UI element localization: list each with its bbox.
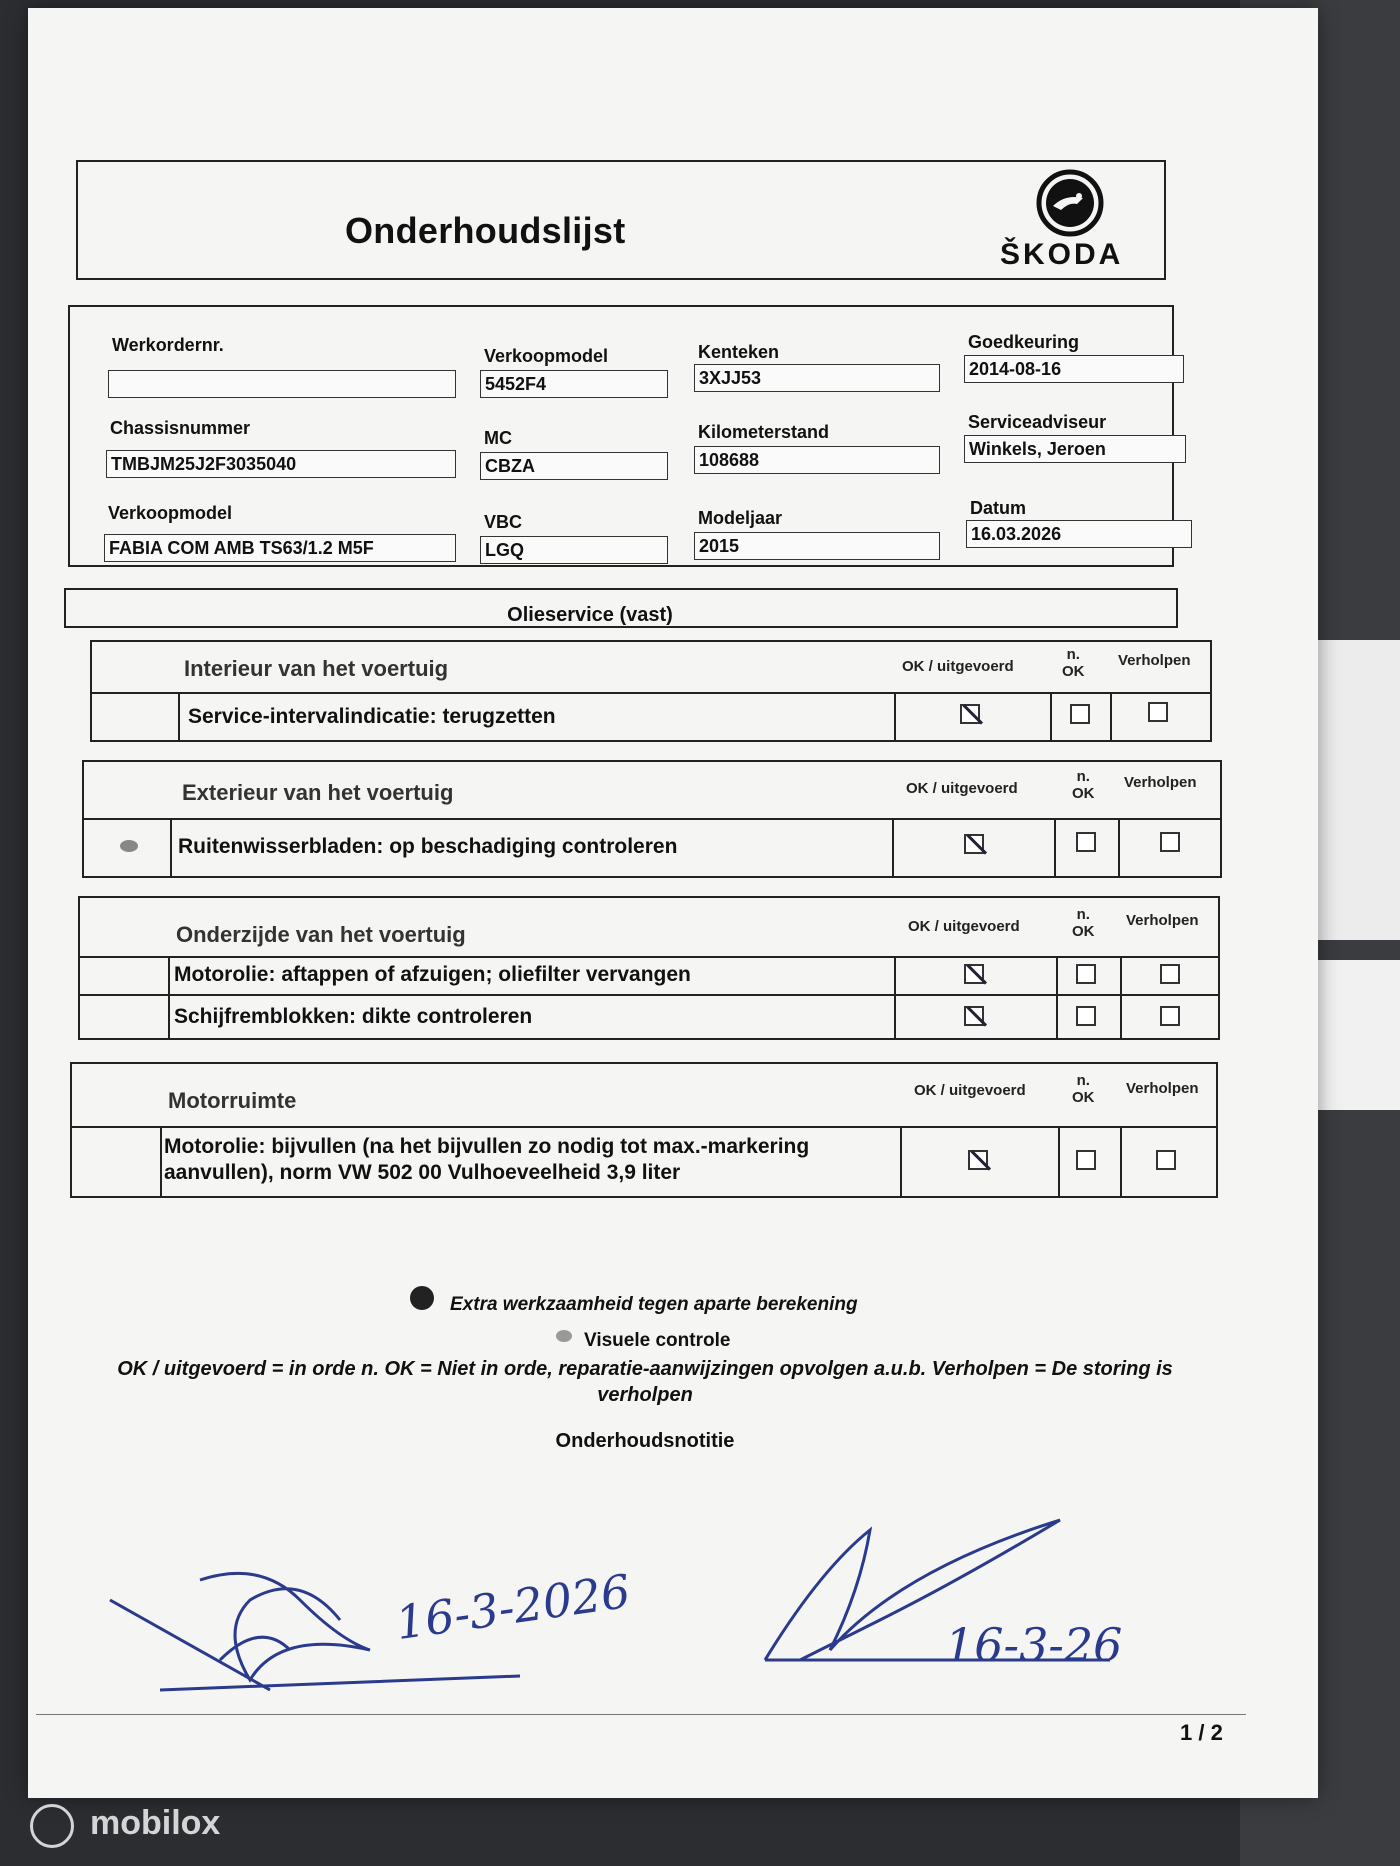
col-ok-label: OK / uitgevoerd [908, 918, 1020, 935]
werkordernr-field [108, 370, 456, 398]
row-text: Service-intervalindicatie: terugzetten [188, 705, 556, 728]
col-nok-label: n. OK [1072, 906, 1095, 940]
kenteken-field: 3XJJ53 [694, 364, 940, 392]
section-title-motorruimte: Motorruimte [168, 1088, 297, 1113]
verholpen-checkbox[interactable] [1160, 1006, 1180, 1026]
serviceadviseur-field: Winkels, Jeroen [964, 435, 1186, 463]
maintenance-note-title: Onderhoudsnotitie [555, 1430, 735, 1452]
nok-checkbox[interactable] [1076, 1006, 1096, 1026]
col-verholpen-label: Verholpen [1124, 774, 1197, 791]
col-nok-label: n. OK [1062, 646, 1085, 680]
col-nok-label: n. OK [1072, 1072, 1095, 1106]
nok-checkbox[interactable] [1076, 832, 1096, 852]
datum-field: 16.03.2026 [966, 520, 1192, 548]
watermark-text: mobilox [90, 1804, 221, 1842]
legend-visual: Visuele controle [584, 1330, 731, 1351]
verkoopmodel-code-field: 5452F4 [480, 370, 668, 398]
page-number: 1 / 2 [1180, 1720, 1223, 1745]
service-title: Olieservice (vast) [507, 604, 673, 626]
verholpen-checkbox[interactable] [1156, 1150, 1176, 1170]
row-text: Schijfremblokken: dikte controleren [174, 1005, 533, 1028]
chassisnummer-field: TMBJM25J2F3035040 [106, 450, 456, 478]
brand-wordmark: ŠKODA [1000, 238, 1124, 271]
nok-checkbox[interactable] [1070, 704, 1090, 724]
table-row [72, 1126, 1216, 1196]
signature-date-right: 16-3-26 [945, 1618, 1123, 1672]
extra-work-dot-icon [410, 1286, 434, 1310]
section-title-interieur: Interieur van het voertuig [184, 656, 449, 681]
ok-checkbox[interactable] [968, 1150, 988, 1170]
col-verholpen-label: Verholpen [1126, 1080, 1199, 1097]
kilometerstand-field: 108688 [694, 446, 940, 474]
section-title-onderzijde: Onderzijde van het voertuig [176, 922, 466, 947]
col-verholpen-label: Verholpen [1118, 652, 1191, 669]
verholpen-checkbox[interactable] [1148, 702, 1168, 722]
col-ok-label: OK / uitgevoerd [902, 658, 1014, 675]
verkoopmodel-label: Verkoopmodel [108, 503, 233, 523]
modeljaar-field: 2015 [694, 532, 940, 560]
col-verholpen-label: Verholpen [1126, 912, 1199, 929]
visual-check-icon [120, 840, 138, 852]
visual-check-legend-icon [556, 1330, 572, 1342]
signature-date-left: 16-3-2026 [392, 1563, 634, 1651]
col-ok-label: OK / uitgevoerd [914, 1082, 1026, 1099]
section-title-exterieur: Exterieur van het voertuig [182, 780, 454, 805]
col-ok-label: OK / uitgevoerd [906, 780, 1018, 797]
skoda-logo-icon [1035, 168, 1105, 238]
goedkeuring-label: Goedkeuring [968, 332, 1080, 352]
mc-label: MC [484, 428, 512, 448]
vbc-field: LGQ [480, 536, 668, 564]
ok-checkbox[interactable] [964, 964, 984, 984]
chassisnummer-label: Chassisnummer [110, 418, 251, 438]
mc-field: CBZA [480, 452, 668, 480]
section-exterieur [82, 760, 1222, 878]
footer-divider [36, 1714, 1246, 1715]
legend-explanation: OK / uitgevoerd = in orde n. OK = Niet in orde, reparatie-aanwijzingen opvolgen a.u.b. Verholpen = De storing is verholpen [117, 1358, 1173, 1406]
kilometerstand-label: Kilometerstand [698, 422, 830, 442]
watermark-logo-icon [30, 1804, 74, 1848]
section-motorruimte [70, 1062, 1218, 1198]
background-card-2 [1310, 960, 1400, 1110]
legend-extra: Extra werkzaamheid tegen aparte berekening [450, 1294, 858, 1315]
section-onderzijde [78, 896, 1220, 1040]
werkordernr-label: Werkordernr. [112, 335, 224, 355]
datum-label: Datum [970, 498, 1027, 518]
vbc-label: VBC [484, 512, 523, 532]
ok-checkbox[interactable] [960, 704, 980, 724]
table-row [80, 956, 1218, 994]
verkoopmodel-field: FABIA COM AMB TS63/1.2 M5F [104, 534, 456, 562]
verholpen-checkbox[interactable] [1160, 964, 1180, 984]
col-nok-label: n. OK [1072, 768, 1095, 802]
row-text: Ruitenwisserbladen: op beschadiging controleren [178, 835, 678, 858]
serviceadviseur-label: Serviceadviseur [968, 412, 1107, 432]
row-text: Motorolie: aftappen of afzuigen; oliefilter vervangen [174, 963, 691, 986]
kenteken-label: Kenteken [698, 342, 780, 362]
ok-checkbox[interactable] [964, 834, 984, 854]
table-row [84, 818, 1220, 876]
nok-checkbox[interactable] [1076, 964, 1096, 984]
table-row [92, 692, 1210, 740]
ok-checkbox[interactable] [964, 1006, 984, 1026]
section-interieur [90, 640, 1212, 742]
document-title: Onderhoudslijst [345, 210, 626, 251]
verholpen-checkbox[interactable] [1160, 832, 1180, 852]
verkoopmodel-code-label: Verkoopmodel [484, 346, 609, 366]
nok-checkbox[interactable] [1076, 1150, 1096, 1170]
goedkeuring-field: 2014-08-16 [964, 355, 1184, 383]
row-text: Motorolie: bijvullen (na het bijvullen zo nodig tot max.-markering aanvullen), norm VW 502 00 Vulhoeveelheid 3,9 liter [164, 1135, 810, 1184]
table-row [80, 994, 1218, 1040]
modeljaar-label: Modeljaar [698, 508, 783, 528]
